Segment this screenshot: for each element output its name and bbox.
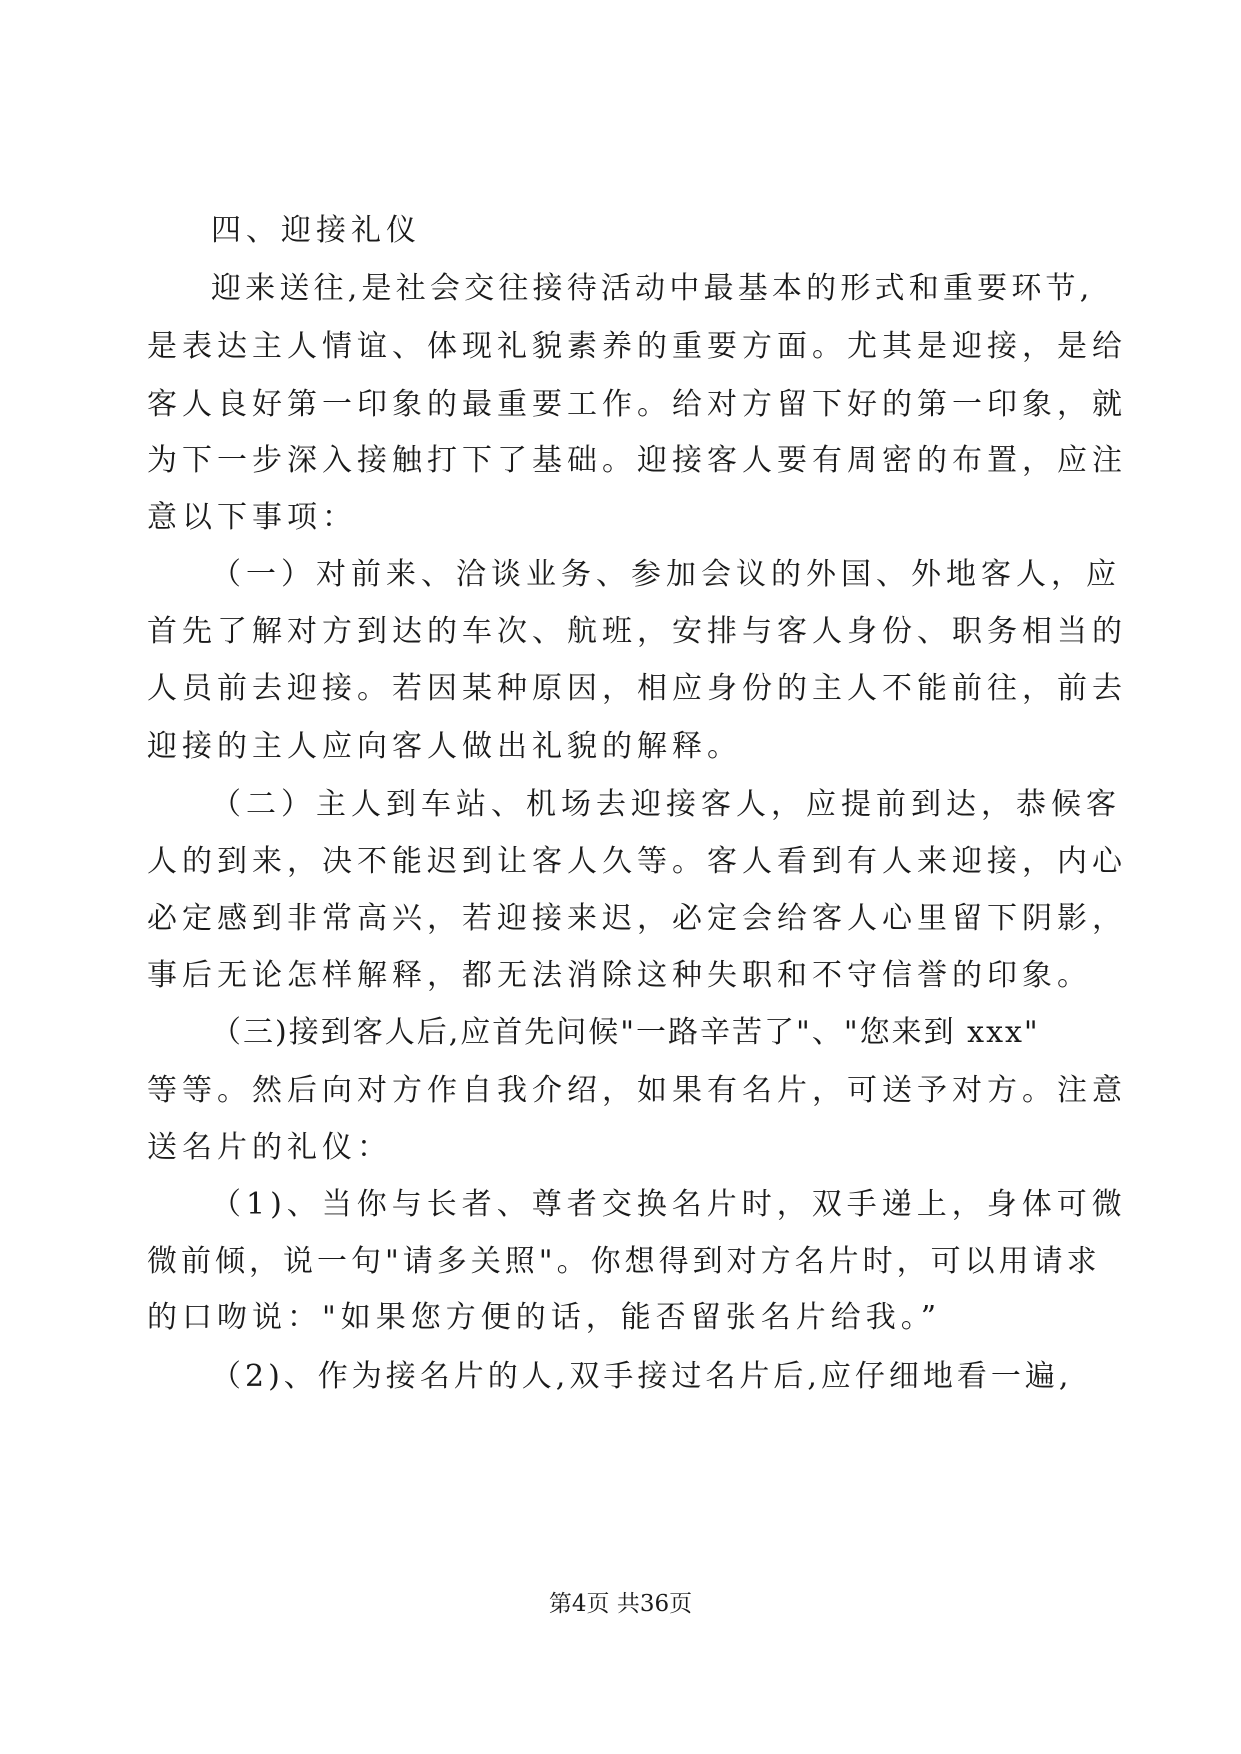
section-heading: 四、迎接礼仪: [211, 213, 421, 248]
paragraph-line: 是表达主人情谊、体现礼貌素养的重要方面。尤其是迎接，是给: [147, 329, 1127, 364]
paragraph-line: 必定感到非常高兴，若迎接来迟，必定会给客人心里留下阴影，: [147, 901, 1127, 936]
paragraph-line: 等等。然后向对方作自我介绍，如果有名片，可送予对方。注意: [147, 1073, 1127, 1108]
paragraph-line: （2)、作为接名片的人,双手接过名片后,应仔细地看一遍,: [211, 1359, 1073, 1394]
paragraph-line: （一）对前来、洽谈业务、参加会议的外国、外地客人，应: [211, 557, 1121, 592]
paragraph-line: 首先了解对方到达的车次、航班，安排与客人身份、职务相当的: [147, 614, 1127, 649]
paragraph-line: 送名片的礼仪：: [147, 1130, 392, 1165]
paragraph-line: （三)接到客人后,应首先问候"一路辛苦了"、"您来到 xxx": [211, 1015, 1040, 1050]
paragraph-line: 微前倾，说一句"请多关照"。你想得到对方名片时，可以用请求: [147, 1244, 1101, 1279]
paragraph-line: 人的到来，决不能迟到让客人久等。客人看到有人来迎接，内心: [147, 844, 1127, 879]
paragraph-line: 事后无论怎样解释，都无法消除这种失职和不守信誉的印象。: [147, 958, 1092, 993]
paragraph-line: 客人良好第一印象的最重要工作。给对方留下好的第一印象，就: [147, 387, 1127, 422]
paragraph-line: 人员前去迎接。若因某种原因，相应身份的主人不能前往，前去: [147, 671, 1127, 706]
paragraph-line: 的口吻说："如果您方便的话，能否留张名片给我。”: [147, 1300, 942, 1335]
page-footer: 第4页 共36页: [548, 1591, 693, 1617]
paragraph-line: （1)、当你与长者、尊者交换名片时，双手递上，身体可微: [211, 1187, 1127, 1222]
paragraph-line: （二）主人到车站、机场去迎接客人，应提前到达，恭候客: [211, 787, 1121, 822]
paragraph-line: 迎来送往,是社会交往接待活动中最基本的形式和重要环节,: [211, 271, 1094, 306]
paragraph-line: 意以下事项：: [147, 500, 357, 535]
paragraph-line: 迎接的主人应向客人做出礼貌的解释。: [147, 729, 742, 764]
paragraph-line: 为下一步深入接触打下了基础。迎接客人要有周密的布置，应注: [147, 443, 1127, 478]
